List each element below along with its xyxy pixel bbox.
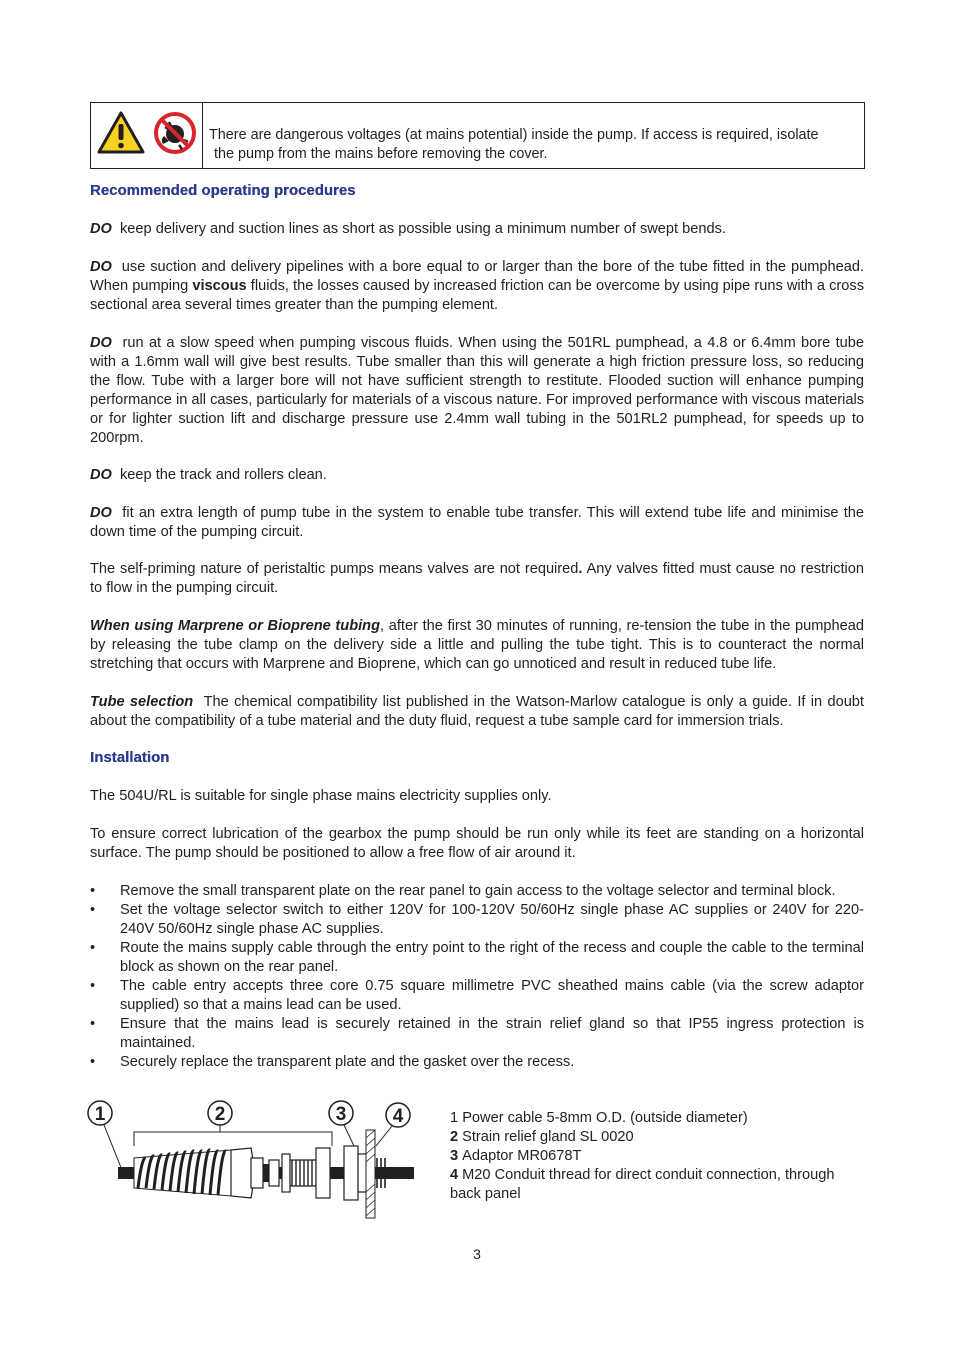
hazard-triangle-icon: [99, 113, 143, 152]
legend-num: 3: [450, 1148, 459, 1164]
callout-1: [88, 1101, 112, 1125]
legend-text: M20 Conduit thread for direct conduit connection, through back panel: [450, 1167, 835, 1202]
diagram-legend: [450, 1109, 866, 1204]
do-1-text: keep delivery and suction lines as short as possible using a minimum number of swept bends.: [120, 221, 726, 237]
strain-relief-spring: [134, 1150, 231, 1196]
do-2-text-a: use suction and delivery pipelines with a bore equal to or larger than the bore of the tube fitted in the pumphead. When pumping: [90, 259, 865, 294]
list-item: • Remove the small transparent plate on the rear panel to gain access to the voltage selector and terminal block.: [90, 882, 864, 901]
callout-3: [329, 1101, 353, 1125]
heading-recommended-procedures: Recommended operating procedures: [90, 183, 356, 199]
self-priming-text-a: The self-priming nature of peristaltic pumps means valves are not required: [90, 561, 579, 577]
do-3-text: run at a slow speed when pumping viscous fluids. When using the 501RL pumphead, a 4.8 or 6.4mm bore tube with a 1.6mm wall will give best results. Tube smaller than this will generate a high friction pressure loss, so reducing the flow. Tube with a larger bore will not have sufficient strength to restitute. Flooded suction will enhance pumping performance in all cases, particularly for materials of a viscous nature. For improved performance with viscous materials or for lighter suction lift and discharge pressure use 2.4mm wall tubing in the 501RL2 pumphead, for speeds up to 200rpm.: [90, 335, 864, 446]
do-label: DO: [90, 221, 112, 237]
paragraph-do-3: [90, 334, 864, 448]
paragraph-self-priming: [90, 560, 864, 598]
installation-steps: [90, 882, 864, 1072]
paragraph-supply: The 504U/RL is suitable for single phase mains electricity supplies only.: [90, 788, 552, 804]
paragraph-do-1: [90, 220, 864, 239]
do-label: DO: [90, 335, 112, 351]
callout-4-label: 4: [392, 1106, 404, 1127]
list-item: • Securely replace the transparent plate and the gasket over the recess.: [90, 1053, 864, 1072]
warning-text: [209, 126, 864, 164]
page-number: 3: [473, 1246, 481, 1262]
legend-item-1: [450, 1109, 866, 1128]
warning-line-1: There are dangerous voltages (at mains potential) inside the pump. If access is required, isolate: [209, 127, 819, 143]
legend-text: Power cable 5-8mm O.D. (outside diameter): [462, 1110, 748, 1126]
marprene-lead: When using Marprene or Bioprene tubing: [90, 618, 381, 634]
legend-text: Strain relief gland SL 0020: [462, 1129, 634, 1145]
paragraph-tube-selection: [90, 693, 864, 731]
callout-1-label: 1: [94, 1104, 106, 1125]
do-2-text-b: fluids, the losses caused by increased friction can be overcome by using pipe runs with a cross sectional area several times greater than the pumping element.: [90, 278, 864, 313]
legend-num: 2: [450, 1129, 459, 1145]
do-4-text: keep the track and rollers clean.: [120, 467, 327, 483]
self-priming-dot: .: [578, 561, 583, 577]
legend-item-2: [450, 1128, 866, 1147]
list-item: • Set the voltage selector switch to either 120V for 100-120V 50/60Hz single phase AC supplies or 240V for 220-240V 50/60Hz single phase AC supplies.: [90, 901, 864, 939]
viscous-bold: viscous: [192, 278, 247, 294]
legend-item-4: [450, 1166, 866, 1204]
tube-selection-text: The chemical compatibility list published in the Watson-Marlow catalogue is only a guide. If in doubt about the compatibility of a tube material and the duty fluid, request a tube sample card for immersion trials.: [90, 694, 864, 729]
paragraph-marprene: [90, 617, 864, 674]
cable-gland-diagram: [86, 1098, 416, 1223]
tube-selection-lead: Tube selection: [90, 694, 194, 710]
callout-3-label: 3: [335, 1104, 347, 1125]
list-item: • Ensure that the mains lead is securely retained in the strain relief gland so that IP55 ingress protection is maintained.: [90, 1015, 864, 1053]
heading-installation: Installation: [90, 750, 170, 766]
callout-2-label: 2: [214, 1104, 226, 1125]
marprene-text: , after the first 30 minutes of running, re-tension the tube in the pumphead by releasing the tube clamp on the delivery side a little and pulling the tube tight. This is to counteract the normal stretching that occurs with Marprene and Bioprene, which can go unnoticed and result in reduced tube life.: [90, 618, 864, 672]
legend-text: Adaptor MR0678T: [462, 1148, 582, 1164]
self-priming-text-b: Any valves fitted must cause no restriction to flow in the pumping circuit.: [90, 561, 864, 596]
callout-2: [208, 1101, 232, 1125]
legend-item-3: [450, 1147, 866, 1166]
do-label: DO: [90, 505, 112, 521]
list-item: • Route the mains supply cable through the entry point to the right of the recess and couple the cable to the terminal block as shown on the rear panel.: [90, 939, 864, 977]
legend-num: 4: [450, 1167, 459, 1183]
back-panel: [366, 1130, 375, 1218]
paragraph-do-2: [90, 258, 864, 315]
paragraph-do-5: [90, 504, 864, 542]
do-label: DO: [90, 259, 112, 275]
warning-box: [90, 102, 865, 169]
paragraph-lubrication: To ensure correct lubrication of the gearbox the pump should be run only while its feet are standing on a horizontal surface. The pump should be positioned to allow a free flow of air around it.: [90, 826, 864, 861]
do-5-text: fit an extra length of pump tube in the system to enable tube transfer. This will extend tube life and minimise the down time of the pumping circuit.: [90, 505, 864, 540]
callout-4: [386, 1103, 410, 1127]
warning-icons: [91, 103, 203, 168]
paragraph-do-4: [90, 466, 864, 485]
legend-num: 1: [450, 1110, 459, 1126]
do-label: DO: [90, 467, 112, 483]
warning-line-2: the pump from the mains before removing the cover.: [214, 146, 548, 162]
list-item: • The cable entry accepts three core 0.75 square millimetre PVC sheathed mains cable (via the screw adaptor supplied) so that a mains lead can be used.: [90, 977, 864, 1015]
no-access-icon: [156, 114, 194, 152]
